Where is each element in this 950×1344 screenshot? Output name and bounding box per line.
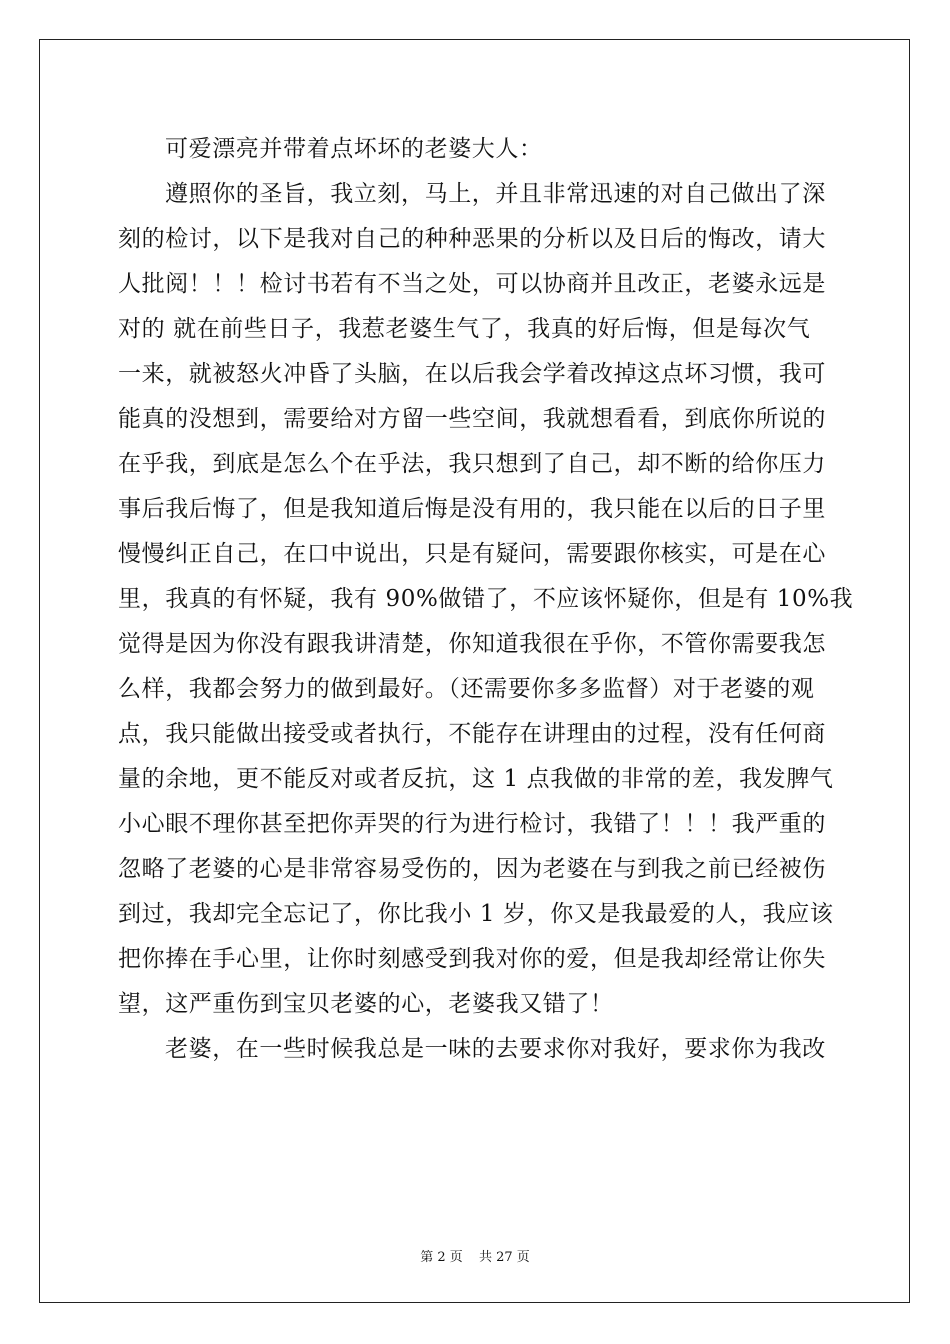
paragraph-line: 在乎我，到底是怎么个在乎法，我只想到了自己，却不断的给你压力 [118,451,826,477]
paragraph-line: 对的 就在前些日子，我惹老婆生气了，我真的好后悔，但是每次气 [118,316,811,342]
paragraph-line: 刻的检讨，以下是我对自己的种种恶果的分析以及日后的悔改，请大 [118,226,826,252]
paragraph-line: 把你捧在手心里，让你时刻感受到我对你的爱，但是我却经常让你失 [118,946,826,972]
paragraph-line: 么样，我都会努力的做到最好。（还需要你多多监督）对于老婆的观 [118,676,815,702]
paragraph-line: 里，我真的有怀疑，我有 90%做错了，不应该怀疑你，但是有 10%我 [118,586,854,612]
page-total: 共 27 页 [478,1250,530,1265]
paragraph-line: 量的余地，更不能反对或者反抗，这 1 点我做的非常的差，我发脾气 [118,766,834,792]
paragraph-line: 遵照你的圣旨，我立刻，马上，并且非常迅速的对自己做出了深 [165,181,826,207]
paragraph-line: 望，这严重伤到宝贝老婆的心，老婆我又错了！ [118,991,614,1017]
paragraph-line: 能真的没想到，需要给对方留一些空间，我就想看看，到底你所说的 [118,406,826,432]
paragraph-line: 忽略了老婆的心是非常容易受伤的，因为老婆在与到我之前已经被伤 [118,856,826,882]
paragraph-line: 点，我只能做出接受或者执行，不能存在讲理由的过程，没有任何商 [118,721,826,747]
paragraph-line: 事后我后悔了，但是我知道后悔是没有用的，我只能在以后的日子里 [118,496,826,522]
paragraph-line: 觉得是因为你没有跟我讲清楚，你知道我很在乎你，不管你需要我怎 [118,631,826,657]
paragraph-line: 一来，就被怒火冲昏了头脑，在以后我会学着改掉这点坏习惯，我可 [118,361,826,387]
paragraph-line: 到过，我却完全忘记了，你比我小 1 岁，你又是我最爱的人，我应该 [118,901,834,927]
page-footer [0,1246,950,1265]
paragraph-line: 慢慢纠正自己，在口中说出，只是有疑问，需要跟你核实，可是在心 [118,541,826,567]
paragraph-line: 小心眼不理你甚至把你弄哭的行为进行检讨，我错了！！！我严重的 [118,811,826,837]
paragraph-line: 老婆，在一些时候我总是一味的去要求你对我好，要求你为我改 [165,1036,826,1062]
document-body [118,127,854,1072]
salutation-line: 可爱漂亮并带着点坏坏的老婆大人： [165,136,543,162]
paragraph-line: 人批阅！！！检讨书若有不当之处，可以协商并且改正，老婆永远是 [118,271,826,297]
page-number: 第 2 页 [420,1250,463,1265]
